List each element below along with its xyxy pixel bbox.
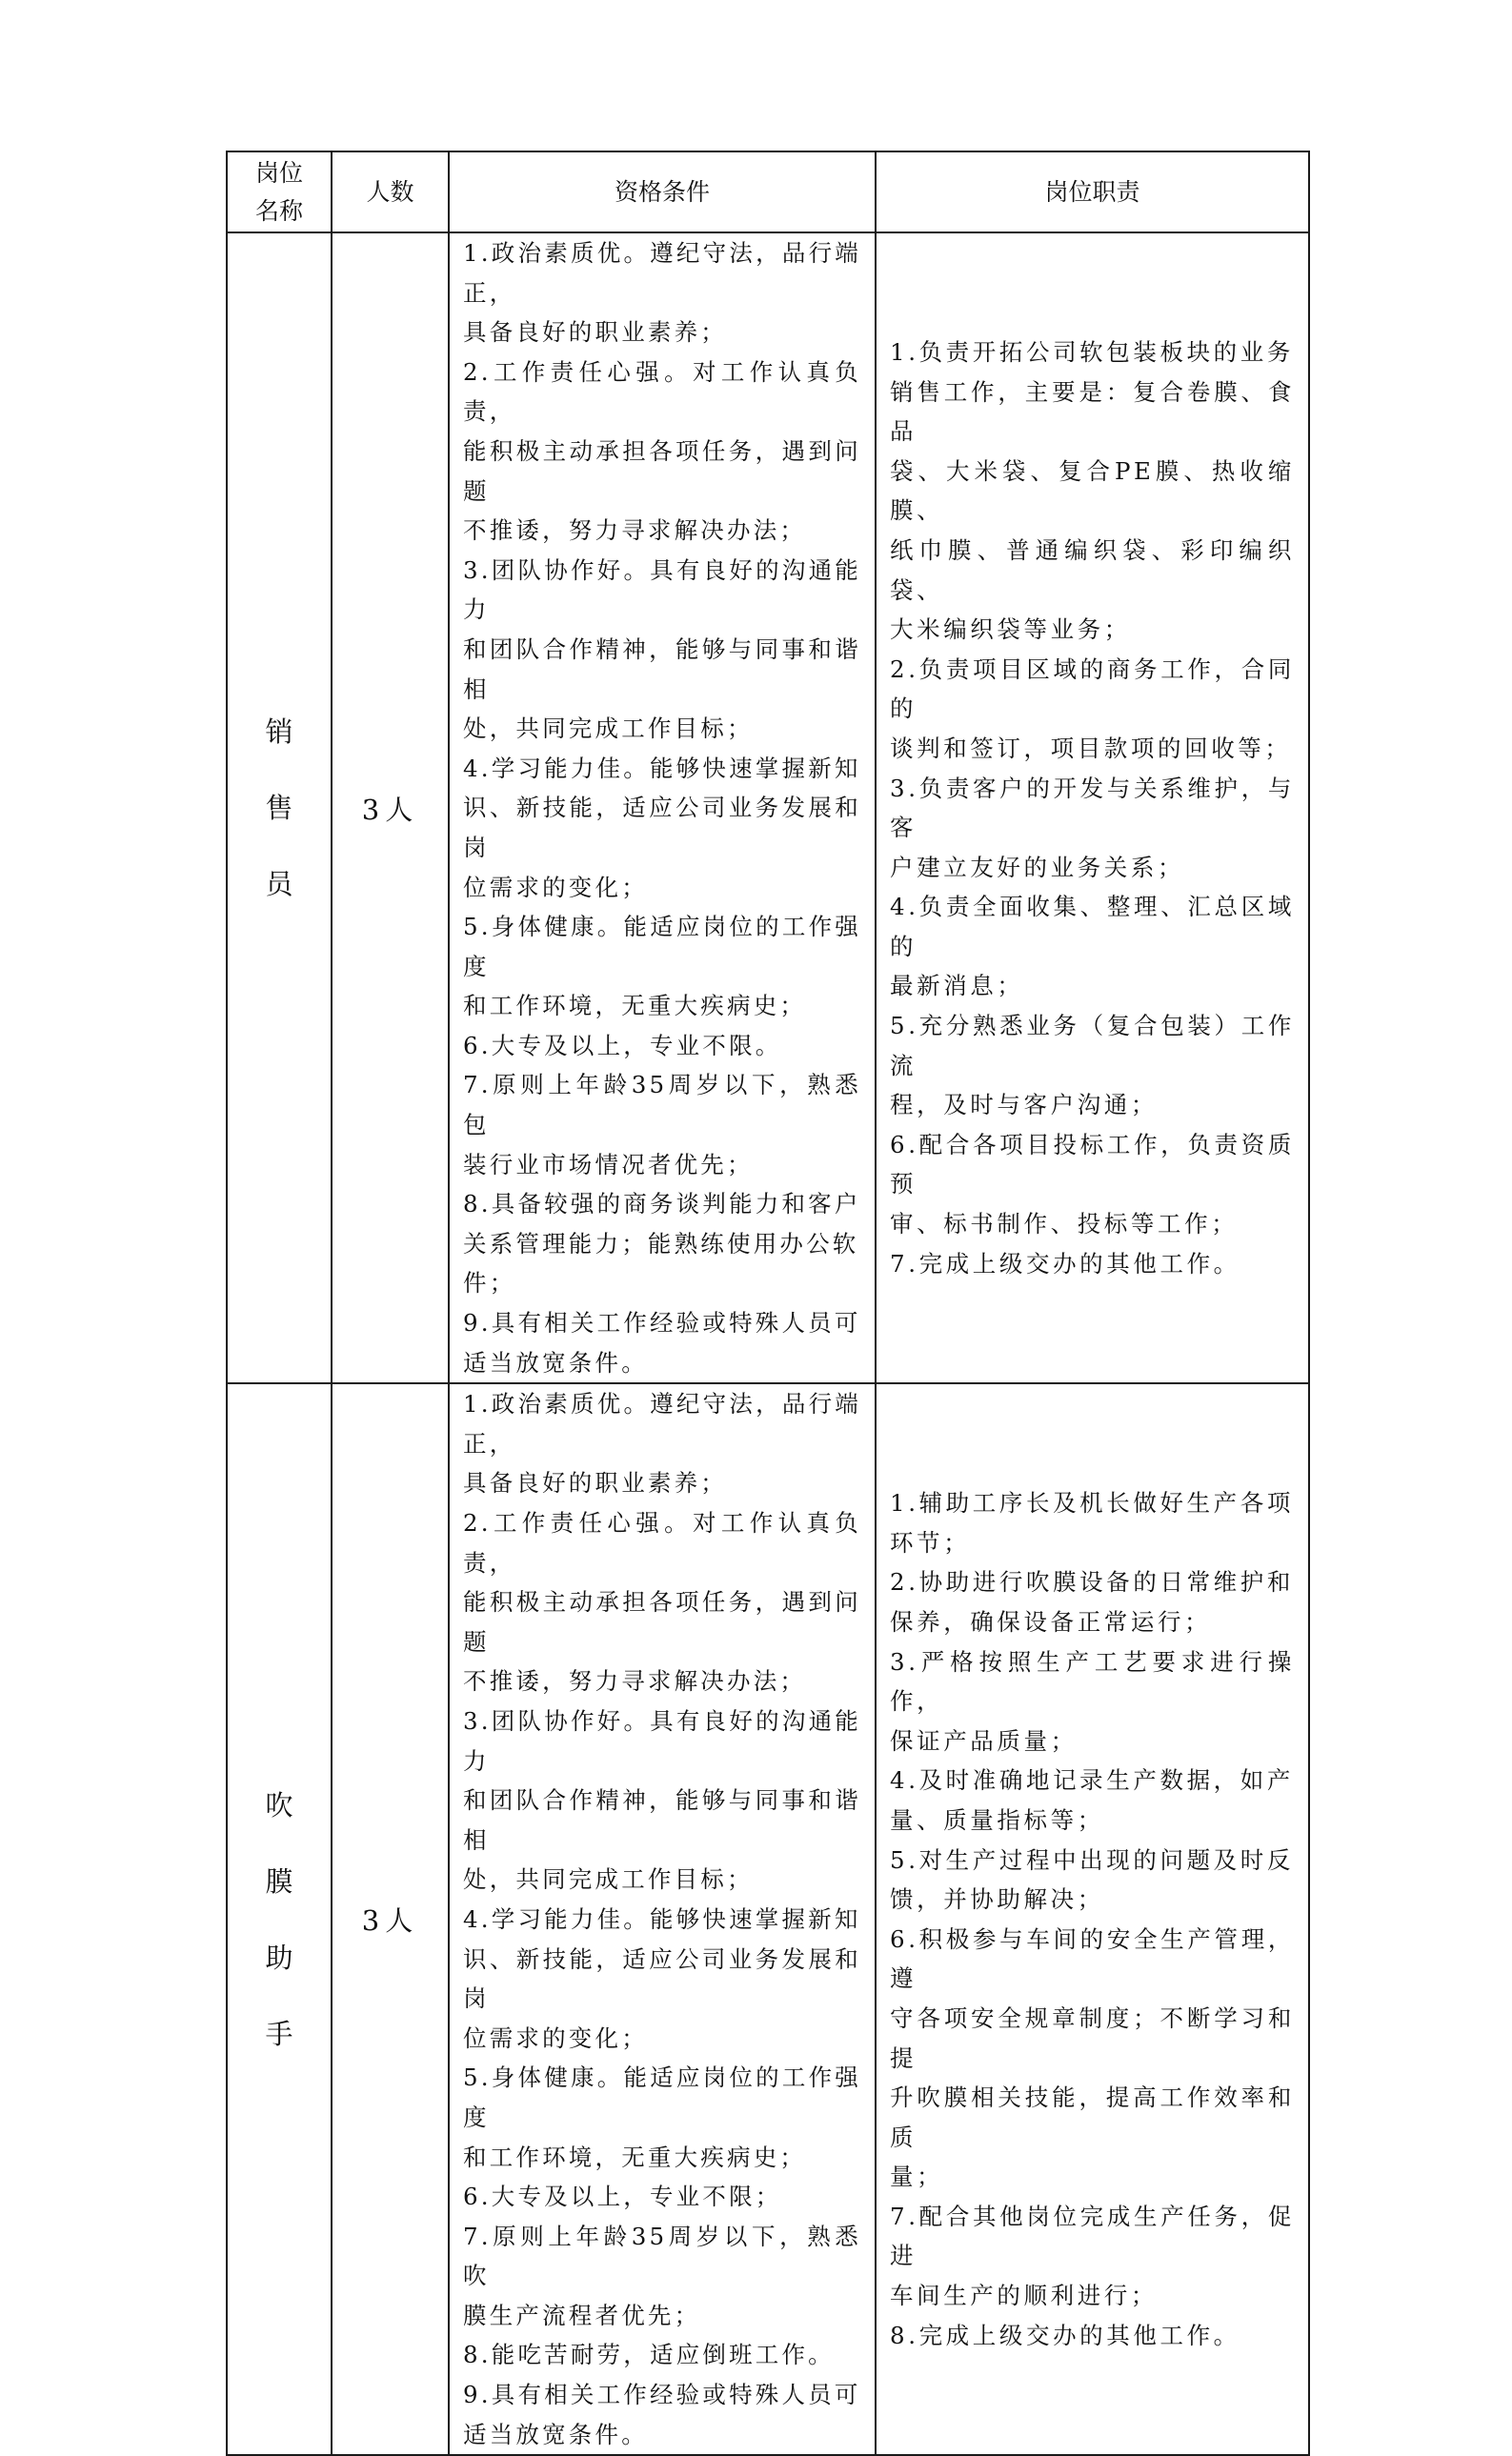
text-line: 和工作环境，无重大疾病史； xyxy=(463,992,807,1020)
text-line: 户建立友好的业务关系； xyxy=(890,853,1185,881)
text-line: 能积极主动承担各项任务，遇到问题 xyxy=(463,436,861,505)
position-name xyxy=(228,1767,331,2072)
qualifications-list xyxy=(463,233,861,1382)
text-line: 7.配合其他岗位完成生产任务，促进 xyxy=(890,2202,1295,2270)
text-line: 3.团队协作好。具有良好的沟通能力 xyxy=(463,555,861,624)
header-position-name-line1: 岗位 xyxy=(254,158,303,187)
text-line: 4.负责全面收集、整理、汇总区域的 xyxy=(890,893,1295,960)
text-line: 装行业市场情况者优先； xyxy=(463,1150,754,1178)
text-line: 位需求的变化； xyxy=(463,2023,648,2052)
text-line: 适当放宽条件。 xyxy=(463,1348,648,1377)
headcount-cell: 3人 xyxy=(332,1383,449,2455)
text-line: 1.辅助工序长及机长做好生产各项 xyxy=(890,1489,1294,1518)
text-line: 审、标书制作、投标等工作； xyxy=(890,1210,1239,1238)
qualifications-list xyxy=(463,1384,861,2454)
text-line: 识、新技能，适应公司业务发展和岗 xyxy=(463,1944,861,2013)
text-line: 8.完成上级交办的其他工作。 xyxy=(890,2321,1240,2349)
position-name-char: 手 xyxy=(265,2017,293,2050)
table-row xyxy=(227,1383,1309,2455)
headcount-cell: 3人 xyxy=(332,232,449,1383)
qualifications-cell xyxy=(449,1383,876,2455)
text-line: 和工作环境，无重大疾病史； xyxy=(463,2143,807,2171)
text-line: 位需求的变化； xyxy=(463,873,648,901)
text-line: 6.大专及以上，专业不限； xyxy=(463,2183,782,2211)
duties-list xyxy=(890,332,1295,1283)
text-line: 关系管理能力；能熟练使用办公软 xyxy=(463,1229,859,1258)
position-name-char: 助 xyxy=(265,1941,293,1974)
text-line: 销售工作，主要是：复合卷膜、食品 xyxy=(890,377,1295,446)
text-line: 2.负责项目区域的商务工作，合同的 xyxy=(890,654,1295,723)
text-line: 7.完成上级交办的其他工作。 xyxy=(890,1249,1240,1278)
text-line: 最新消息； xyxy=(890,972,1024,1000)
text-line: 件； xyxy=(463,1269,516,1298)
text-line: 9.具有相关工作经验或特殊人员可 xyxy=(463,2381,861,2409)
text-line: 车间生产的顺利进行； xyxy=(890,2282,1158,2310)
text-line: 处，共同完成工作目标； xyxy=(463,715,754,743)
position-name-char: 吹 xyxy=(265,1788,293,1822)
text-line: 保养，确保设备正常运行； xyxy=(890,1607,1212,1636)
text-line: 大米编织袋等业务； xyxy=(890,615,1131,644)
header-headcount: 人数 xyxy=(332,151,449,232)
text-line: 5.充分熟悉业务（复合包装）工作流 xyxy=(890,1012,1295,1079)
text-line: 2.工作责任心强。对工作认真负责， xyxy=(463,357,861,426)
text-line: 处，共同完成工作目标； xyxy=(463,1865,754,1894)
text-line: 4.学习能力佳。能够快速掌握新知 xyxy=(463,1904,861,1933)
text-line: 8.具备较强的商务谈判能力和客户 xyxy=(463,1190,861,1218)
qualifications-cell xyxy=(449,232,876,1383)
text-line: 2.工作责任心强。对工作认真负责， xyxy=(463,1509,861,1577)
text-line: 环节； xyxy=(890,1528,971,1557)
header-position-name-line2: 名称 xyxy=(254,196,303,225)
text-line: 4.学习能力佳。能够快速掌握新知 xyxy=(463,754,861,782)
header-duties: 岗位职责 xyxy=(876,151,1309,232)
position-name-char: 员 xyxy=(265,868,293,901)
text-line: 4.及时准确地记录生产数据，如产 xyxy=(890,1766,1294,1795)
table-row xyxy=(227,232,1309,1383)
text-line: 量； xyxy=(890,2163,944,2191)
header-qualifications: 资格条件 xyxy=(449,151,876,232)
position-name-cell xyxy=(227,1383,332,2455)
text-line: 适当放宽条件。 xyxy=(463,2420,648,2448)
text-line: 和团队合作精神，能够与同事和谐相 xyxy=(463,1786,861,1854)
header-position-name xyxy=(227,151,332,232)
duties-cell xyxy=(876,1383,1309,2455)
text-line: 程，及时与客户沟通； xyxy=(890,1091,1158,1119)
position-name-char: 售 xyxy=(265,792,293,825)
text-line: 能积极主动承担各项任务，遇到问题 xyxy=(463,1588,861,1656)
text-line: 量、质量指标等； xyxy=(890,1805,1104,1834)
text-line: 谈判和签订，项目款项的回收等； xyxy=(890,734,1292,762)
text-line: 9.具有相关工作经验或特殊人员可 xyxy=(463,1309,861,1338)
text-line: 8.能吃苦耐劳，适应倒班工作。 xyxy=(463,2341,835,2369)
text-line: 2.协助进行吹膜设备的日常维护和 xyxy=(890,1568,1294,1597)
text-line: 3.团队协作好。具有良好的沟通能力 xyxy=(463,1706,861,1775)
text-line: 纸巾膜、普通编织袋、彩印编织袋、 xyxy=(890,535,1295,604)
text-line: 6.配合各项目投标工作，负责资质预 xyxy=(890,1130,1295,1198)
text-line: 守各项安全规章制度；不断学习和提 xyxy=(890,2003,1295,2072)
text-line: 保证产品质量； xyxy=(890,1726,1078,1755)
text-line: 3.负责客户的开发与关系维护，与客 xyxy=(890,774,1295,842)
text-line: 不推诿，努力寻求解决办法； xyxy=(463,516,807,545)
table-header-row xyxy=(227,151,1309,232)
text-line: 袋、大米袋、复合PE膜、热收缩膜、 xyxy=(890,456,1295,525)
text-line: 馈，并协助解决； xyxy=(890,1885,1104,1914)
position-name xyxy=(228,694,331,922)
text-line: 具备良好的职业素养； xyxy=(463,1469,727,1498)
position-name-char: 销 xyxy=(265,715,293,749)
duties-cell xyxy=(876,232,1309,1383)
text-line: 6.积极参与车间的安全生产管理，遵 xyxy=(890,1924,1295,1993)
job-positions-table xyxy=(226,151,1310,2456)
text-line: 7.原则上年龄35周岁以下，熟悉吹 xyxy=(463,2222,861,2290)
position-name-char: 膜 xyxy=(265,1864,293,1898)
text-line: 1.政治素质优。遵纪守法，品行端正， xyxy=(463,1390,861,1458)
text-line: 6.大专及以上，专业不限。 xyxy=(463,1031,782,1059)
text-line: 膜生产流程者优先； xyxy=(463,2301,701,2329)
text-line: 识、新技能，适应公司业务发展和岗 xyxy=(463,794,861,861)
duties-list xyxy=(890,1483,1295,2355)
position-name-cell xyxy=(227,232,332,1383)
text-line: 3.严格按照生产工艺要求进行操作， xyxy=(890,1647,1295,1716)
text-line: 升吹膜相关技能，提高工作效率和质 xyxy=(890,2084,1295,2151)
text-line: 5.身体健康。能适应岗位的工作强度 xyxy=(463,2063,861,2131)
text-line: 1.负责开拓公司软包装板块的业务 xyxy=(890,337,1294,366)
text-line: 具备良好的职业素养； xyxy=(463,318,727,347)
text-line: 5.身体健康。能适应岗位的工作强度 xyxy=(463,913,861,980)
text-line: 5.对生产过程中出现的问题及时反 xyxy=(890,1845,1294,1874)
text-line: 不推诿，努力寻求解决办法； xyxy=(463,1667,807,1696)
text-line: 和团队合作精神，能够与同事和谐相 xyxy=(463,634,861,703)
text-line: 1.政治素质优。遵纪守法，品行端正， xyxy=(463,239,861,307)
text-line: 7.原则上年龄35周岁以下，熟悉包 xyxy=(463,1071,861,1139)
